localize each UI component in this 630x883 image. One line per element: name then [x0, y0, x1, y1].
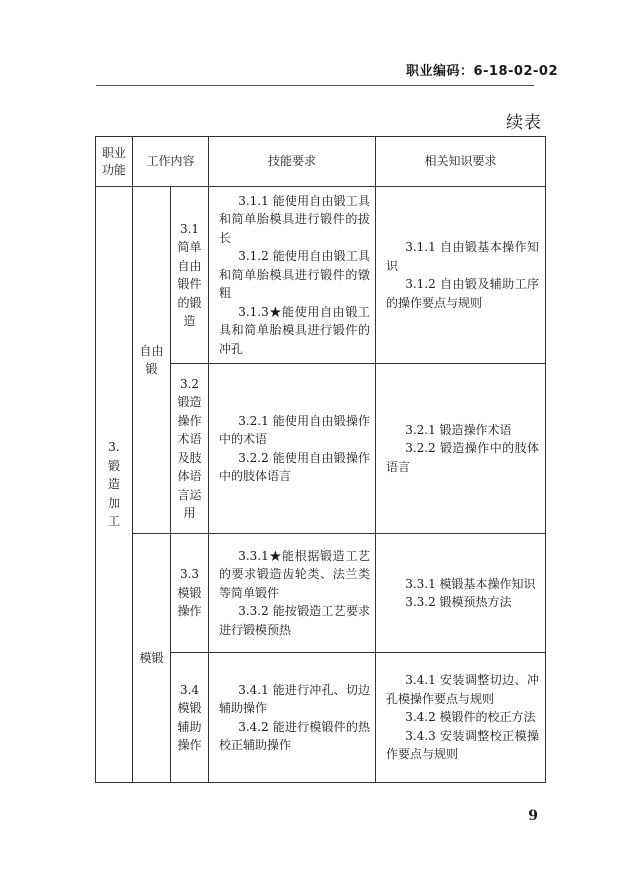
skills-3-4 — [209, 653, 376, 783]
content-3-4: 3.4 模锻辅助操作 — [171, 653, 209, 783]
knowledge-3-1 — [376, 187, 546, 364]
table-header-row — [96, 137, 546, 187]
knowledge-3-3 — [376, 534, 546, 653]
knowledge-item: 3.4.3 安装调整校正模操作要点与规则 — [386, 728, 540, 762]
skill-item: 3.1.1 能使用自由锻工具和简单胎模具进行锻件的拔长 — [219, 193, 371, 245]
group-free-forging: 自由锻 — [133, 187, 171, 534]
skills-3-2 — [209, 364, 376, 534]
table-row — [96, 534, 546, 653]
occupation-code: 职业编码：6-18-02-02 — [405, 64, 558, 79]
continued-label: 续表 — [506, 113, 542, 133]
skill-item: 3.1.3★能使用自由锻工具和简单胎模具进行锻件的冲孔 — [219, 304, 371, 356]
knowledge-item: 3.1.1 自由锻基本操作知识 — [386, 240, 540, 273]
skill-item: 3.2.2 能使用自由锻操作中的肢体语言 — [219, 450, 371, 483]
header-rule — [96, 85, 534, 86]
content-3-1: 3.1 简单自由锻件的锻造 — [171, 187, 209, 364]
knowledge-3-4 — [376, 653, 546, 783]
table-row — [96, 187, 546, 364]
content-3-2: 3.2 锻造操作术语及肢体语言运用 — [171, 364, 209, 534]
header-work-content: 工作内容 — [133, 137, 209, 187]
skill-item: 3.3.2 能按锻造工艺要求进行锻模预热 — [219, 604, 371, 637]
knowledge-item: 3.4.2 模锻件的校正方法 — [405, 710, 536, 725]
skill-item: 3.4.1 能进行冲孔、切边辅助操作 — [219, 682, 371, 715]
skill-item: 3.4.2 能进行模锻件的热校正辅助操作 — [219, 719, 371, 752]
knowledge-item: 3.3.1 模锻基本操作知识 — [405, 576, 536, 591]
knowledge-item: 3.3.2 锻模预热方法 — [405, 595, 512, 609]
skill-item: 3.3.1★能根据锻造工艺的要求锻造齿轮类、法兰类等简单锻件 — [219, 548, 371, 600]
knowledge-item: 3.4.1 安装调整切边、冲孔模操作要点与规则 — [386, 673, 540, 706]
function-cell: 3. 锻造加工 — [96, 187, 133, 783]
knowledge-3-2 — [376, 364, 546, 534]
group-die-forging: 模锻 — [133, 534, 171, 783]
skill-item: 3.1.2 能使用自由锻工具和简单胎模具进行锻件的镦粗 — [219, 249, 371, 301]
knowledge-item: 3.2.1 锻造操作术语 — [405, 422, 512, 437]
skills-3-1 — [209, 187, 376, 364]
page-number: 9 — [528, 808, 538, 824]
header-function: 职业 功能 — [96, 137, 133, 187]
knowledge-item: 3.1.2 自由锻及辅助工序的操作要点与规则 — [386, 277, 540, 310]
header-skills: 技能要求 — [209, 137, 376, 187]
header-knowledge: 相关知识要求 — [376, 137, 546, 187]
skills-3-3 — [209, 534, 376, 653]
competency-table — [95, 136, 546, 783]
content-3-3: 3.3 模锻操作 — [171, 534, 209, 653]
skill-item: 3.2.1 能使用自由锻操作中的术语 — [219, 413, 371, 446]
knowledge-item: 3.2.2 锻造操作中的肢体语言 — [386, 441, 540, 474]
